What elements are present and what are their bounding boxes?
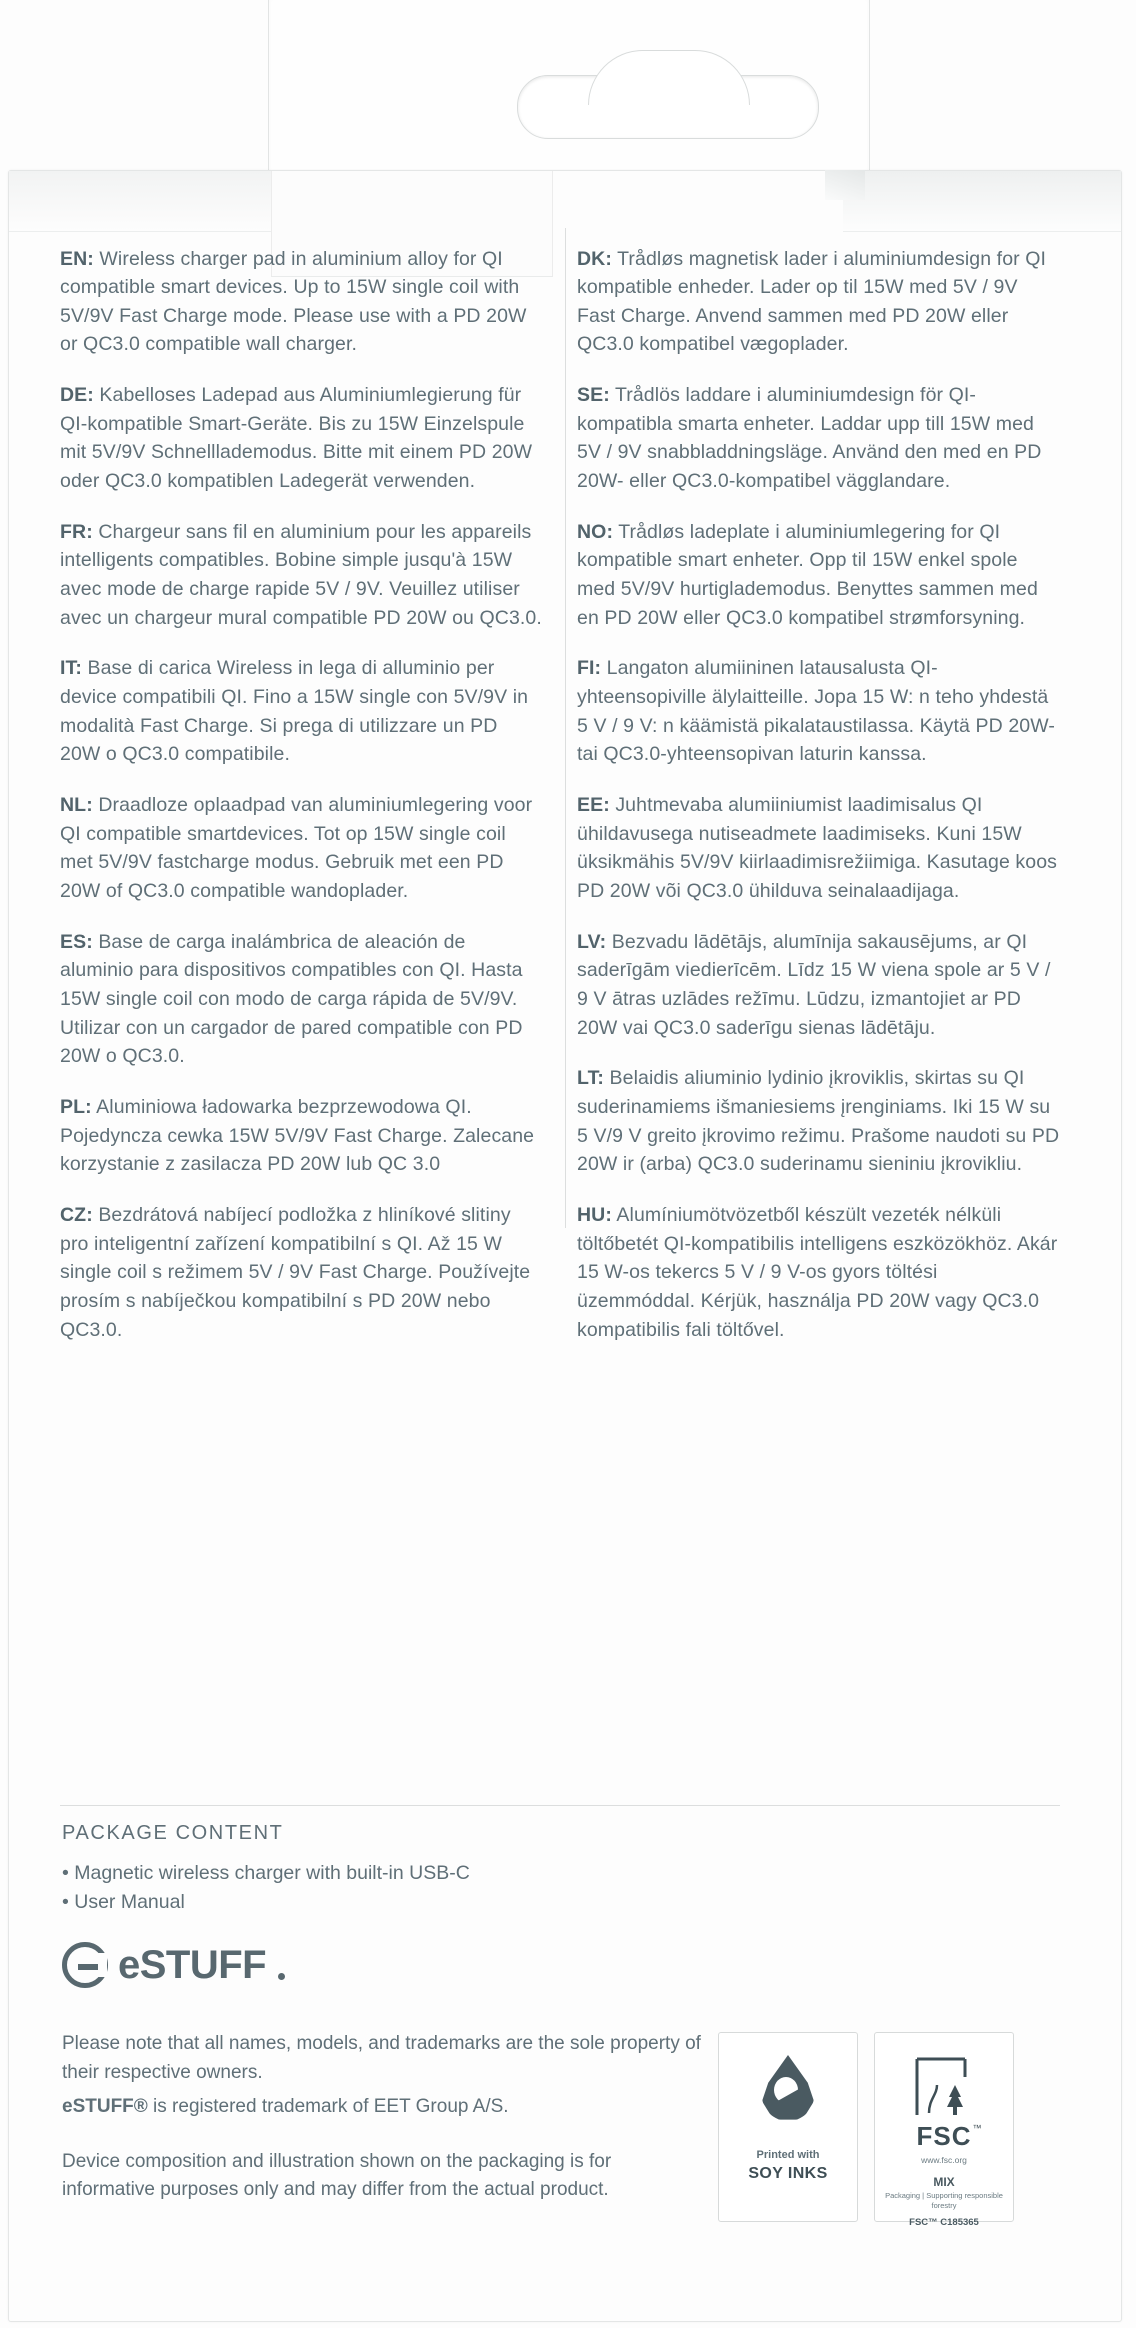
description-text: Base di carica Wireless in lega di alluminio per device compatibili QI. Fino a 15W single con 5V/9V in modalità Fast Charge. Si prega di utilizzare un PD 20W o QC3.0 compatibile. (60, 657, 529, 766)
description-paragraph (577, 791, 1060, 906)
legal-notice (62, 2030, 702, 2231)
soy-drop-icon (762, 2055, 814, 2121)
description-paragraph (577, 1201, 1060, 1344)
description-text: Bezvadu lādētājs, alumīnija sakausējums, ar QI saderīgām viedierīcēm. Līdz 15 W viena spole ar 5 V / 9 V ātras uzlādes režīmu. Lūdzu, izmantojiet ar PD 20W vai QC3.0 saderīgu sienas lādētāju. (577, 930, 1051, 1039)
legal-brand: eSTUFF® (62, 2096, 148, 2117)
description-text: Base de carga inalámbrica de aleación de aluminio para dispositivos compatibles con QI. Hasta 15W single coil con modo de carga rápida de 5V/9V. Utilizar con un cargador de pared compatible con PD 20W o QC3.0. (60, 930, 523, 1068)
language-code: NL: (60, 794, 93, 816)
description-paragraph (60, 928, 543, 1071)
description-column-right (577, 225, 1060, 1366)
fsc-url: www.fsc.org (921, 2155, 967, 2165)
language-code: EE: (577, 794, 610, 816)
fsc-description: Packaging | Supporting responsible forestry (885, 2191, 1003, 2211)
brand-dot-icon (278, 1973, 285, 1980)
language-code: CZ: (60, 1203, 93, 1226)
description-text: Langaton alumiininen latausalusta QI-yhteensopiville älylaitteille. Jopa 15 W: n teho yhdestä 5 V / 9 V: n käämistä pikalataustilassa. Käytä PD 20W- tai QC3.0-yhteensopivan laturin kanssa. (577, 657, 1055, 766)
description-columns (60, 225, 1060, 1366)
fsc-tree-icon (907, 2055, 981, 2119)
description-text: Bezdrátová nabíjecí podložka z hliníkové slitiny pro inteligentní zařízení kompatibilní s QI. Až 15 W single coil s režimem 5V / 9V Fast Charge. Používejte prosím s nabíječkou kompatibilní s PD 20W nebo QC3.0. (60, 1203, 531, 1341)
package-content-item: • User Manual (62, 1891, 185, 1914)
flap-right (843, 171, 1121, 232)
language-code: SE: (577, 384, 610, 407)
brand-logo (62, 1942, 285, 1988)
description-text: Juhtmevaba alumiiniumist laadimisalus QI ühildavusega nutiseadmete laadimiseks. Kuni 15W üksikmähis 5V/9V kiirlaadimisrežiimiga. Kasutage koos PD 20W või QC3.0 ühilduva seinalaadijaga. (577, 794, 1057, 902)
legal-text: Please note that all names, models, and trademarks are the sole property of their respective owners. (62, 2033, 701, 2083)
language-code: FR: (60, 520, 93, 543)
description-text: Alumíniumötvözetből készült vezeték nélküli töltőbetét QI-kompatibilis intelligens eszközökhöz. Akár 15 W-os tekercs 5 V / 9 V-os gyors töltési üzemmóddal. Kérjük, használja PD 20W vagy QC3.0 kompatibilis fali töltővel. (577, 1203, 1058, 1341)
legal-line-1 (62, 2030, 702, 2087)
hang-tab (268, 0, 870, 179)
description-paragraph (60, 654, 543, 769)
description-text: Chargeur sans fil en aluminium pour les appareils intelligents compatibles. Bobine simple jusqu'à 15W avec mode de charge rapide 5V / 9V. Veuillez utiliser avec un chargeur mural compatible PD 20W ou QC3.0. (60, 520, 542, 629)
description-paragraph (60, 1093, 543, 1179)
package-content-title: PACKAGE CONTENT (62, 1822, 284, 1844)
description-paragraph (577, 518, 1060, 633)
language-code: LV: (577, 930, 607, 953)
language-code: IT: (60, 657, 82, 680)
fsc-name (916, 2121, 983, 2152)
description-paragraph (577, 381, 1060, 496)
language-code: DE: (60, 384, 94, 407)
soy-inks-badge (718, 2032, 858, 2222)
fsc-badge (874, 2032, 1014, 2229)
fsc-label: FSC (916, 2121, 972, 2151)
description-text: Aluminiowa ładowarka bezprzewodowa QI. Pojedyncza cewka 15W 5V/9V Fast Charge. Zalecane korzystanie z zasilacza PD 20W lub QC 3.0 (60, 1095, 535, 1176)
language-code: DK: (577, 247, 612, 270)
soy-badge-title: SOY INKS (748, 2165, 828, 2182)
description-paragraph (577, 1064, 1060, 1179)
description-paragraph (577, 928, 1060, 1043)
description-paragraph (60, 791, 543, 906)
eco-badges (718, 2032, 1014, 2229)
language-code: ES: (60, 930, 93, 953)
package-content-item: • Magnetic wireless charger with built-in USB-C (62, 1862, 470, 1884)
description-paragraph (60, 518, 543, 633)
description-text: Trådlös laddare i aluminiumdesign för QI-kompatibla smarta enheter. Laddar upp till 15W med 5V / 9V snabbladdningsläge. Använd den med en PD 20W- eller QC3.0-kompatibel vägglandare. (577, 384, 1042, 493)
fsc-tm-mark: ™ (972, 2123, 983, 2133)
language-code: HU: (577, 1203, 612, 1226)
language-code: EN: (60, 247, 94, 270)
legal-line-2 (62, 2093, 702, 2122)
description-paragraph (60, 245, 543, 360)
description-text: Draadloze oplaadpad van aluminiumlegering voor QI compatible smartdevices. Tot op 15W single coil met 5V/9V fastcharge modus. Gebruik met een PD 20W of QC3.0 compatible wandoplader. (60, 794, 533, 902)
language-code: LT: (577, 1067, 605, 1090)
description-paragraph (60, 381, 543, 496)
description-text: Kabelloses Ladepad aus Aluminiumlegierung für QI-kompatible Smart-Geräte. Bis zu 15W Einzelspule mit 5V/9V Schnelllademodus. Bitte mit einem PD 20W oder QC3.0 kompatiblen Ladegerät verwenden. (60, 384, 533, 493)
package-content-section (62, 1822, 962, 1918)
language-code: FI: (577, 657, 602, 680)
language-code: PL: (60, 1095, 92, 1118)
hang-hole (517, 75, 819, 139)
language-code: NO: (577, 520, 614, 543)
flap-left (9, 171, 274, 232)
soy-badge-subtitle: Printed with (756, 2149, 820, 2161)
brand-name: eSTUFF (118, 1942, 267, 1987)
description-paragraph (577, 245, 1060, 360)
description-paragraph (60, 1201, 543, 1344)
description-paragraph (577, 654, 1060, 769)
legal-text: Device composition and illustration shown on the packaging is for informative purposes only and may differ from the actual product. (62, 2150, 612, 2200)
description-text: Belaidis aliuminio lydinio įkroviklis, skirtas su QI suderinamiems išmaniesiems įrenginiams. Iki 15 W su 5 V/9 V greito įkrovimo režimu. Prašome naudoti su PD 20W ir (arba) QC3.0 suderinamu sieniniu įkrovikliu. (577, 1067, 1060, 1176)
section-divider (60, 1805, 1060, 1806)
description-text: Trådløs magnetisk lader i aluminiumdesign for QI kompatible enheder. Lader op til 15W med 5V / 9V Fast Charge. Anvend sammen med PD 20W eller QC3.0 kompatibel vægoplader. (577, 247, 1047, 356)
legal-text: is registered trademark of EET Group A/S. (147, 2096, 509, 2117)
estuff-e-icon (62, 1942, 108, 1988)
description-text: Wireless charger pad in aluminium alloy for QI compatible smart devices. Up to 15W single coil with 5V/9V Fast Charge mode. Please use with a PD 20W or QC3.0 compatible wall charger. (60, 247, 527, 356)
description-column-left (60, 225, 543, 1366)
legal-line-3 (62, 2148, 702, 2205)
description-text: Trådløs ladeplate i aluminiumlegering for QI kompatible smart enheter. Opp til 15W enkel spole med 5V/9V hurtiglademodus. Benyttes sammen med en PD 20W eller QC3.0 kompatibel strømforsyning. (577, 520, 1038, 629)
fsc-licence-code: FSC™ C185365 (909, 2217, 979, 2229)
fsc-mix-label: MIX (933, 2175, 955, 2189)
